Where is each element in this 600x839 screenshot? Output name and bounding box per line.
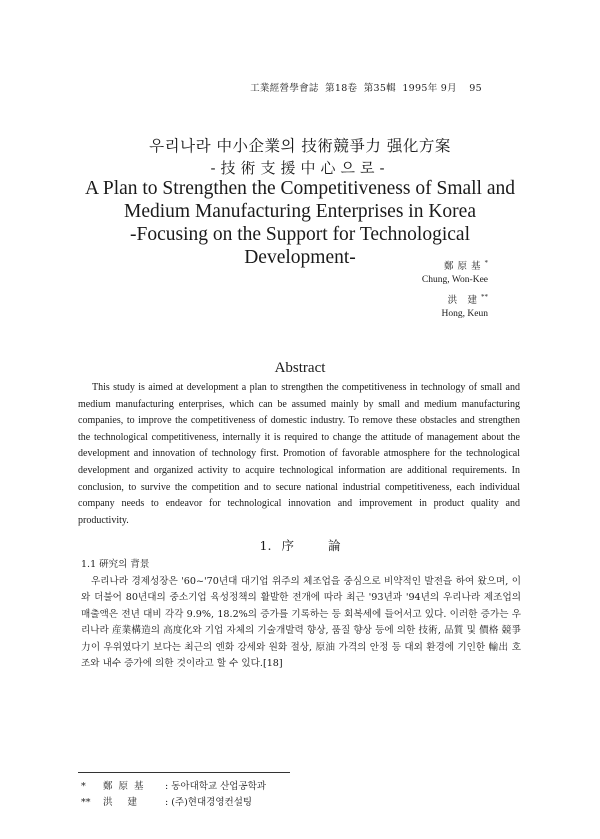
author-name-english: Chung, Won-Kee xyxy=(421,275,488,285)
publication-date: 1995年 9月 xyxy=(402,83,457,94)
footnote-affiliation: : (주)현대경영컨설팅 xyxy=(165,797,253,808)
author-name-korean: 鄭原基* xyxy=(443,259,488,273)
running-header xyxy=(247,80,482,94)
author-block xyxy=(368,255,488,323)
english-title-line: -Focusing on the Support for Technological xyxy=(129,224,470,245)
english-title-line: Development- xyxy=(244,247,356,268)
english-title-line: A Plan to Strengthen the Competitiveness of Small and xyxy=(84,178,516,199)
journal-name: 工業經營學會誌 xyxy=(250,83,319,94)
page-number: 95 xyxy=(469,83,482,94)
author-name-english: Hong, Keun xyxy=(441,309,488,319)
author-mark: ** xyxy=(481,293,488,301)
footnote-affiliation: : 동아대학교 산업공학과 xyxy=(165,781,267,792)
english-title-line: Medium Manufacturing Enterprises in Korea xyxy=(124,201,476,222)
subsection-heading: 1.1 硏究의 背景 xyxy=(81,559,150,570)
footnote-mark: ** xyxy=(81,797,91,808)
author-mark: * xyxy=(484,259,488,267)
body-paragraph: 우리나라 경제성장은 '60~'70년대 대기업 위주의 체조업을 중심으로 비약적인 발전을 하여 왔으며, 이와 더불어 80년대의 중소기업 육성정책의 활발한 전개에 따라 최근 '93년과 '94년의 우리나라 제조업의 매출액은 전년 대비 각각 9.9%, 18.2%의 증가를 기록하는 등 회복세에 들어서고 있다. 이러한 증가는 우리나라 産業構造의 高度化와 기업 자체의 기술개발력 향상, 품질 향상 등에 의한 技術, 品質 및 價格 競爭力이 우위였다기 보다는 최근의 엔화 강세와 원화 절상, 原油 가격의 안정 등 대외 환경에 기인한 輸出 호조와 내수 증가에 의한 것이라고 할 수 있다.[18] xyxy=(81,576,521,670)
korean-title: 우리나라 中小企業의 技術競爭力 强化方案 xyxy=(149,137,451,155)
section-heading xyxy=(0,536,600,554)
journal-volume: 第18卷 xyxy=(325,83,358,94)
korean-subtitle: -技術支援中心으로- xyxy=(210,159,390,177)
footnote xyxy=(81,779,266,795)
abstract-text: This study is aimed at development a plan to strengthen the competitiveness in technology of small and medium manufacturing enterprises, which can be assumed mainly by small and medium manufacturing companies, to improve the competitiveness of domestic industry. To remove these obstacles and strengthen the technological competitiveness, internally it is required to change the attitude of management about the development and innovation of technology first. Promotion of favorable atmosphere for the technological development and organized activity to acquire technological information are additional requirements. In conclusion, to survive the competition and to secure national industrial competitiveness, each individual company needs to endeavor for technological innovation and improvement in product quality and productivity. xyxy=(78,382,520,526)
section-title-char: 序 xyxy=(281,538,294,553)
footnote-mark: * xyxy=(81,781,86,792)
footnote-divider xyxy=(78,772,290,773)
section-title-char: 論 xyxy=(327,538,341,553)
abstract-heading: Abstract xyxy=(274,360,326,376)
footnotes xyxy=(81,779,266,811)
footnote-name: 鄭原基 xyxy=(103,781,150,792)
author-name-korean: 洪 建** xyxy=(447,293,488,307)
journal-issue: 第35輯 xyxy=(363,83,396,94)
footnote xyxy=(81,795,266,811)
footnote-name: 洪 建 xyxy=(103,797,144,808)
section-number: 1. xyxy=(259,538,272,553)
